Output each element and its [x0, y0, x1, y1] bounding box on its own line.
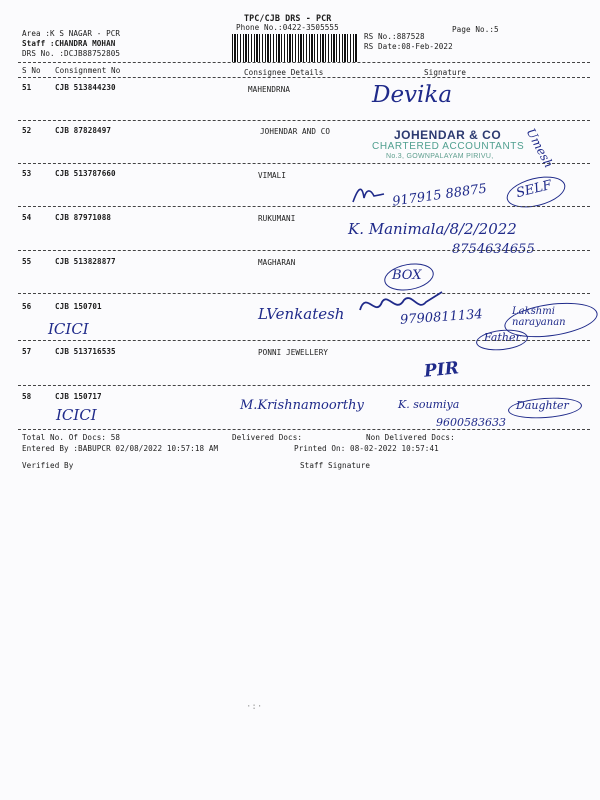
row-sno: 55 [22, 257, 32, 266]
scan-speck: ·:· [246, 702, 263, 712]
row-consignee: MAGHARAN [258, 258, 296, 267]
bank-note-icici: ICICI [48, 320, 89, 338]
relation-daughter: Daughter [516, 399, 569, 412]
receiver-phone: 9790811134 [399, 307, 484, 328]
row-divider [18, 250, 590, 251]
col-consignee: Consignee Details [244, 68, 324, 77]
row-sno: 54 [22, 213, 32, 222]
row-consignment: CJB 513828877 [55, 257, 116, 266]
page-number: Page No.:5 [452, 25, 499, 34]
row-divider [18, 385, 590, 386]
col-signature: Signature [424, 68, 467, 77]
receiver-phone: 917915 88875 [391, 181, 488, 210]
mark-pir: PIR [423, 358, 460, 382]
receiver-name: Lakshmi narayanan [512, 306, 566, 328]
drs-number: DRS No. :DCJB88752805 [22, 49, 121, 58]
sheet-title: TPC/CJB DRS - PCR [244, 13, 332, 23]
row-consignment: CJB 150701 [55, 302, 102, 311]
row-consignment: CJB 87971088 [55, 213, 112, 222]
row-consignee: JOHENDAR AND CO [260, 127, 331, 136]
receiver-phone: 9600583633 [436, 416, 506, 429]
printed-on: Printed On: 08-02-2022 10:57:41 [294, 444, 439, 453]
rs-date: RS Date:08-Feb-2022 [364, 42, 453, 51]
row-sno: 53 [22, 169, 32, 178]
stamp-company-name: JOHENDAR & CO [394, 128, 502, 142]
row-sno: 51 [22, 83, 32, 92]
row-divider [18, 293, 590, 294]
col-s-no: S No [22, 66, 41, 75]
total-docs: Total No. Of Docs: 58 [22, 433, 121, 442]
row-consignment: CJB 150717 [55, 392, 102, 401]
row-divider [18, 206, 590, 207]
receiver-name-soumiya: K. soumiya [398, 398, 460, 411]
row-sno: 56 [22, 302, 32, 311]
area-label: Area :K S NAGAR - PCR [22, 29, 121, 38]
row-sno: 52 [22, 126, 32, 135]
customer-name-venkatesh: LVenkatesh [258, 305, 345, 323]
signature-umesh: Umesh [523, 126, 556, 171]
staff-label: Staff :CHANDRA MOHAN [22, 39, 116, 48]
receiver-phone: 8754634655 [452, 242, 535, 257]
phone-number: Phone No.:0422-3505555 [236, 23, 339, 32]
stamp-address: No.3, GOWNPALAYAM PIRIVU, [386, 153, 494, 160]
row-consignee: VIMALI [258, 171, 287, 180]
non-delivered-docs: Non Delivered Docs: [366, 433, 455, 442]
signature-manimala: K. Manimala/8/2/2022 [348, 220, 517, 238]
staff-signature: Staff Signature [300, 461, 371, 470]
entered-by: Entered By :BABUPCR 02/08/2022 10:57:18 AM [22, 444, 219, 453]
row-sno: 57 [22, 347, 32, 356]
column-divider [18, 77, 590, 78]
row-consignee: PONNI JEWELLERY [258, 348, 329, 357]
row-divider [18, 163, 590, 164]
row-consignee: RUKUMANI [258, 214, 296, 223]
row-divider [18, 120, 590, 121]
stamp-subtitle: CHARTERED ACCOUNTANTS [372, 141, 525, 152]
signature-devika: Devika [372, 82, 453, 108]
row-consignment: CJB 513844230 [55, 83, 116, 92]
header-divider [18, 62, 590, 63]
row-divider [18, 340, 590, 341]
col-consignment: Consignment No [55, 66, 121, 75]
row-sno: 58 [22, 392, 32, 401]
company-stamp [366, 128, 546, 168]
barcode [232, 34, 358, 62]
row-consignment: CJB 87828497 [55, 126, 112, 135]
table-bottom-divider [18, 429, 590, 430]
note-box: BOX [392, 268, 422, 283]
signature-scribble [350, 180, 388, 206]
row-consignment: CJB 513787660 [55, 169, 116, 178]
customer-name-krishnamoorthy: M.Krishnamoorthy [240, 398, 364, 413]
receiver-note-self: SELF [514, 177, 554, 202]
verified-by: Verified By [22, 461, 74, 470]
relation-father: Father [484, 331, 521, 344]
delivered-docs: Delivered Docs: [232, 433, 303, 442]
row-consignee: MAHENDRNA [248, 85, 291, 94]
rs-number: RS No.:887528 [364, 32, 425, 41]
row-consignment: CJB 513716535 [55, 347, 116, 356]
bank-note-icici: ICICI [56, 406, 97, 424]
